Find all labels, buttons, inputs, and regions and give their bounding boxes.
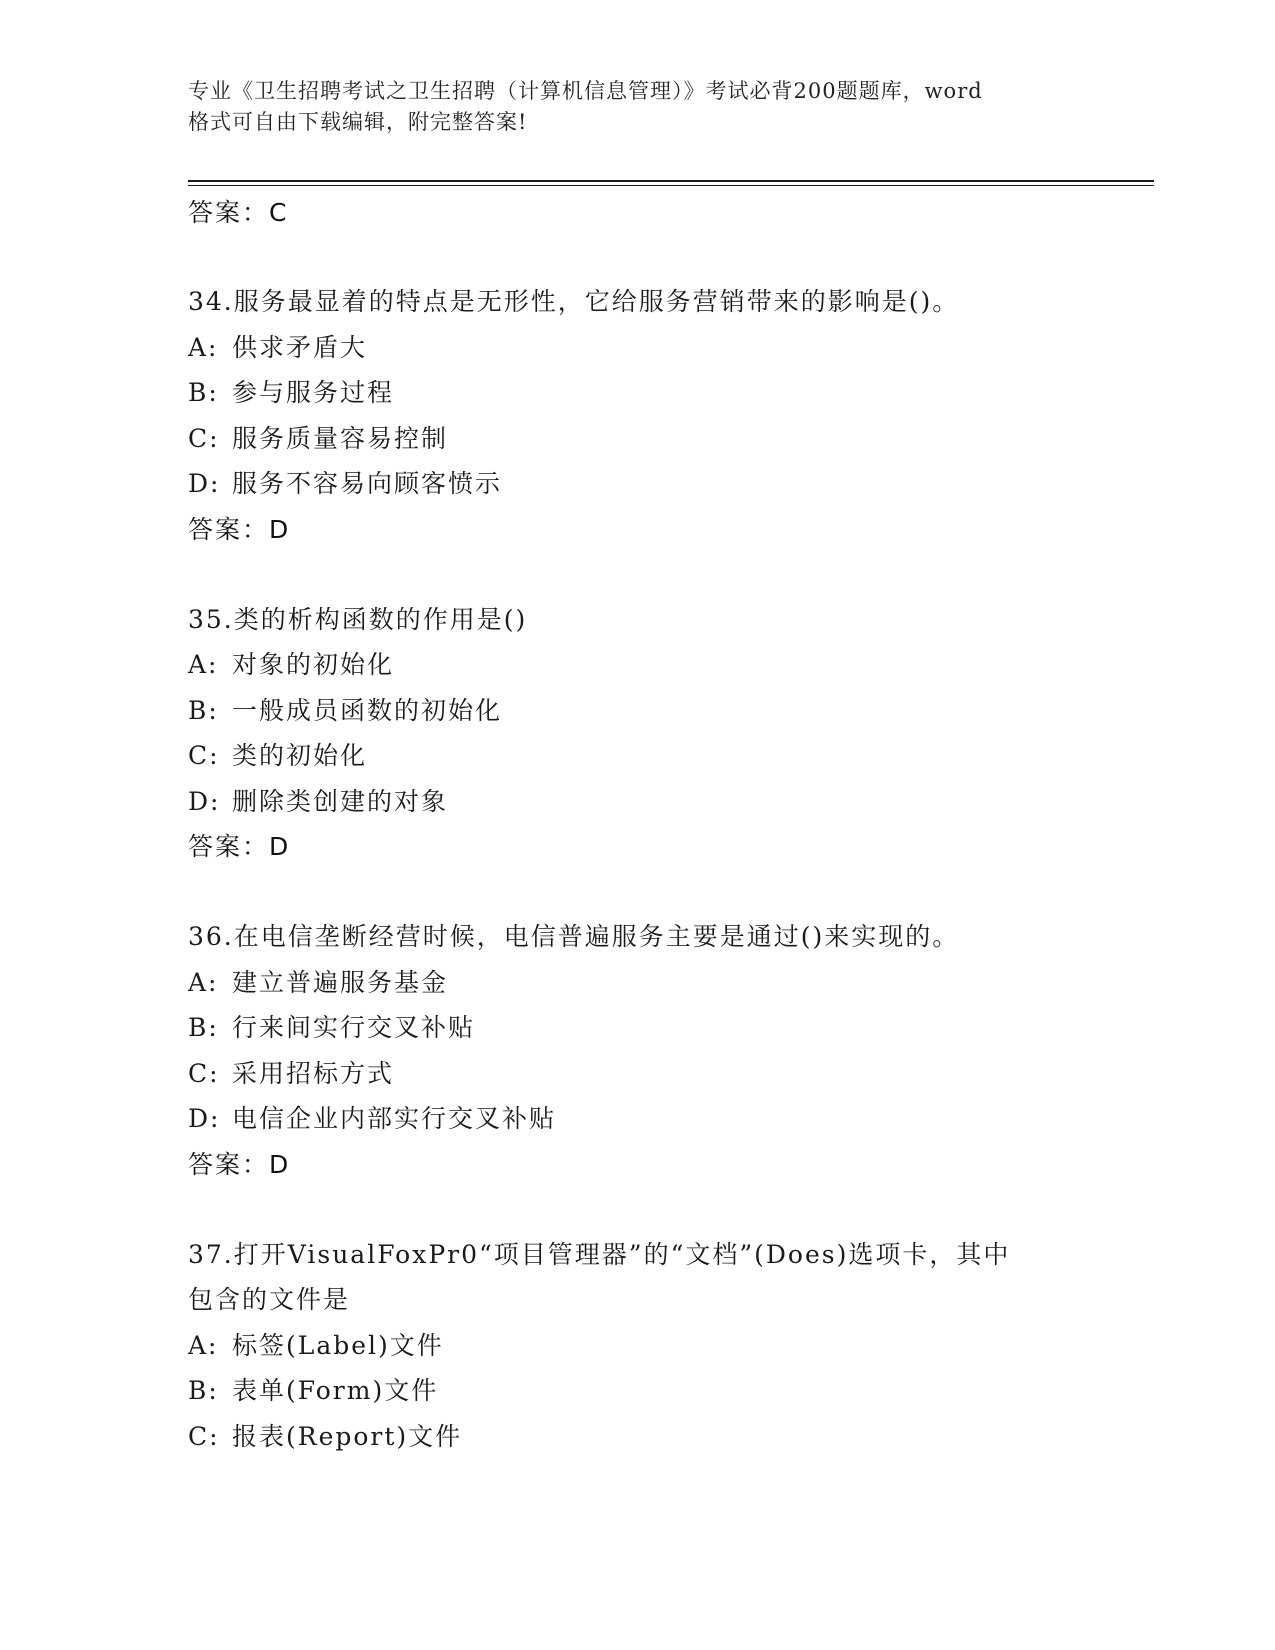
option-key: C: [188,1421,220,1451]
answer-line: 答案：D [188,514,291,544]
option-d [188,461,1154,507]
option-key: B: [188,1376,219,1405]
option-key: C: [188,1058,220,1088]
option-key: C: [188,741,220,770]
option-a [188,325,1154,371]
option-a [188,642,1154,688]
option-key: C: [188,423,220,453]
option-b [188,1005,1154,1051]
option-a [188,1323,1154,1369]
option-b [188,370,1154,416]
question-text-line-2: 包含的文件是 [188,1285,351,1314]
option-c [188,416,1154,462]
option-text: 一般成员函数的初始化 [232,695,503,725]
option-b [188,1368,1154,1414]
option-text: 供求矛盾大 [232,332,368,362]
option-text: 参与服务过程 [232,378,395,407]
question-text: 36.在电信垄断经营时候，电信普遍服务主要是通过()来实现的。 [188,922,960,951]
option-text: 建立普遍服务基金 [232,967,449,997]
header-divider-thick [188,180,1154,182]
option-key: D: [188,1104,221,1133]
option-text: 对象的初始化 [232,650,395,679]
question-text: 34.服务最显着的特点是无形性，它给服务营销带来的影响是()。 [188,287,960,316]
answer-line: 答案：D [188,1149,291,1179]
question-block [188,914,1154,1187]
option-d [188,779,1154,825]
option-key: A: [188,967,219,997]
option-key: A: [188,1330,219,1360]
question-block [188,279,1154,552]
question-text: 35.类的析构函数的作用是() [188,604,528,634]
option-key: B: [188,1013,219,1042]
option-c [188,1414,1154,1460]
option-text: 电信企业内部实行交叉补贴 [232,1104,557,1133]
option-text: 类的初始化 [232,741,368,770]
option-d [188,1096,1154,1142]
option-text: 行来间实行交叉补贴 [232,1013,476,1042]
option-key: A: [188,332,219,362]
option-key: B: [188,378,219,407]
option-text: 服务不容易向顾客愤示 [232,469,503,498]
option-text: 报表(Report)文件 [232,1421,463,1451]
header-divider-thin [188,185,1154,186]
option-text: 采用招标方式 [232,1058,395,1088]
question-block [188,597,1154,870]
option-text: 服务质量容易控制 [232,423,449,453]
answer-line: 答案：D [188,832,291,861]
document-content [188,190,1154,1459]
option-c [188,733,1154,779]
option-text: 标签(Label)文件 [232,1330,444,1360]
option-text: 表单(Form)文件 [232,1376,439,1405]
option-a [188,960,1154,1006]
option-text: 删除类创建的对象 [232,786,449,816]
option-c [188,1051,1154,1097]
option-key: B: [188,695,219,725]
question-text-line-1: 37.打开VisualFoxPr0“项目管理器”的“文档”(Does)选项卡，其中 [188,1239,1011,1269]
header-line-1: 专业《卫生招聘考试之卫生招聘（计算机信息管理）》考试必背200题题库，word [188,79,983,103]
option-key: D: [188,786,221,816]
header-line-2: 格式可自由下载编辑，附完整答案! [188,110,528,134]
question-block [188,1232,1154,1460]
option-key: D: [188,469,221,498]
document-header [188,76,1088,138]
option-key: A: [188,650,219,679]
option-b [188,688,1154,734]
answer-line: 答案：C [188,198,289,227]
